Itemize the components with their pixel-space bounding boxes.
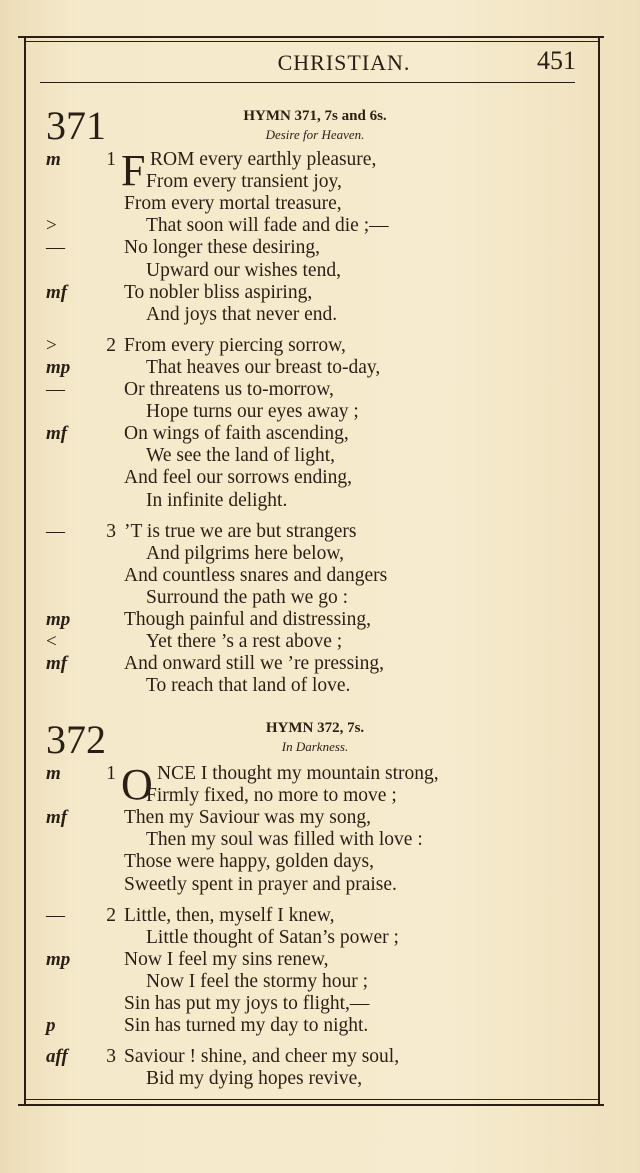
line-text: And onward still we ’re pressing, bbox=[124, 653, 384, 675]
hymn-line bbox=[0, 379, 640, 401]
dynamic-marking: < bbox=[46, 631, 57, 653]
hymn-line bbox=[0, 521, 640, 543]
hymn-line bbox=[0, 1068, 640, 1090]
hymn-line bbox=[0, 829, 640, 851]
hymn-line bbox=[0, 851, 640, 873]
hymn-line bbox=[0, 304, 640, 326]
hymn-line bbox=[0, 905, 640, 927]
line-text: Little thought of Satan’s power ; bbox=[146, 926, 399, 948]
dynamic-marking: — bbox=[46, 904, 65, 926]
hymn-line bbox=[0, 467, 640, 489]
line-text: To nobler bliss aspiring, bbox=[124, 281, 313, 303]
hymn-line bbox=[0, 171, 640, 193]
hymn-subtitle: In Darkness. bbox=[281, 739, 349, 754]
hymn-line bbox=[0, 490, 640, 512]
bottom-border-inner bbox=[26, 1099, 598, 1100]
hymn-line bbox=[0, 993, 640, 1015]
dynamic-marking: mp bbox=[46, 609, 71, 630]
line-text: Hope turns our eyes away ; bbox=[146, 401, 359, 423]
line-text: ’T is true we are but strangers bbox=[124, 520, 357, 542]
top-border-inner bbox=[26, 41, 598, 42]
drop-cap: O bbox=[121, 760, 153, 809]
line-text: Now I feel my sins renew, bbox=[124, 948, 329, 970]
line-text: That heaves our breast to-day, bbox=[146, 356, 381, 378]
hymn-line bbox=[0, 587, 640, 609]
dynamic-marking: > bbox=[46, 334, 57, 356]
hymn-line bbox=[0, 807, 640, 829]
hymn-line bbox=[0, 215, 640, 237]
line-text: Sin has turned my day to night. bbox=[124, 1015, 369, 1037]
hymn-line bbox=[0, 423, 640, 445]
hymn-line bbox=[0, 335, 640, 357]
dynamic-marking: p bbox=[46, 1015, 56, 1037]
verse-number: 1 bbox=[106, 149, 116, 170]
dynamic-marking: mf bbox=[46, 807, 68, 829]
line-text: Though painful and distressing, bbox=[124, 609, 371, 630]
dynamic-marking: mp bbox=[46, 356, 71, 378]
verse-number: 1 bbox=[106, 763, 116, 784]
hymn-number: 371 bbox=[46, 103, 106, 148]
line-text: Little, then, myself I knew, bbox=[124, 904, 335, 926]
dynamic-marking: m bbox=[46, 149, 61, 170]
hymn-line bbox=[0, 237, 640, 259]
dynamic-marking: mp bbox=[46, 948, 71, 970]
line-text: Bid my dying hopes revive, bbox=[146, 1068, 363, 1090]
page-number: 451 bbox=[537, 46, 576, 75]
dynamic-marking: — bbox=[46, 379, 65, 400]
line-text: Those were happy, golden days, bbox=[124, 851, 374, 873]
hymn-line bbox=[0, 260, 640, 282]
drop-cap: F bbox=[121, 146, 146, 195]
hymn-line bbox=[0, 675, 640, 697]
dynamic-marking: — bbox=[46, 237, 65, 259]
line-text: From every piercing sorrow, bbox=[124, 334, 346, 356]
dynamic-marking: mf bbox=[46, 423, 68, 445]
verse-number: 2 bbox=[106, 334, 116, 356]
dynamic-marking: mf bbox=[46, 653, 68, 675]
bottom-border bbox=[18, 1104, 604, 1106]
line-text: Sweetly spent in prayer and praise. bbox=[124, 873, 397, 895]
verse-number: 2 bbox=[106, 904, 116, 926]
line-text: Or threatens us to-morrow, bbox=[124, 379, 334, 400]
hymn-heading: HYMN 371, 7s and 6s. bbox=[243, 108, 387, 124]
hymn-line bbox=[0, 401, 640, 423]
line-text: And feel our sorrows ending, bbox=[124, 467, 352, 489]
dynamic-marking: mf bbox=[46, 281, 68, 303]
line-text: Firmly fixed, no more to move ; bbox=[146, 785, 397, 807]
dynamic-marking: — bbox=[46, 520, 65, 542]
dynamic-marking: aff bbox=[46, 1046, 68, 1068]
hymn-line bbox=[0, 282, 640, 304]
hymn-line bbox=[0, 874, 640, 896]
hymn-line bbox=[0, 1015, 640, 1037]
line-text: Now I feel the stormy hour ; bbox=[146, 970, 369, 992]
hymn-line bbox=[0, 1046, 640, 1068]
hymn-line bbox=[0, 971, 640, 993]
line-text: On wings of faith ascending, bbox=[124, 423, 349, 445]
line-text: NCE I thought my mountain strong, bbox=[157, 763, 439, 784]
line-text: Then my Saviour was my song, bbox=[124, 807, 371, 829]
hymn-line bbox=[0, 357, 640, 379]
dynamic-marking: m bbox=[46, 763, 61, 784]
hymn-subtitle: Desire for Heaven. bbox=[265, 127, 365, 142]
running-title: CHRISTIAN. bbox=[277, 50, 411, 75]
top-border bbox=[18, 36, 604, 38]
line-text: From every transient joy, bbox=[146, 171, 342, 193]
hymn-number: 372 bbox=[46, 717, 106, 762]
line-text: Yet there ’s a rest above ; bbox=[146, 631, 343, 653]
header-rule bbox=[40, 82, 575, 83]
line-text: Saviour ! shine, and cheer my soul, bbox=[124, 1046, 400, 1068]
hymn-line bbox=[0, 631, 640, 653]
hymn-line bbox=[0, 949, 640, 971]
verse-number: 3 bbox=[106, 1046, 116, 1068]
hymn-line bbox=[0, 927, 640, 949]
hymn-line bbox=[0, 543, 640, 565]
line-text: And pilgrims here below, bbox=[146, 542, 345, 564]
line-text: And joys that never end. bbox=[146, 303, 338, 325]
line-text: Sin has put my joys to flight,— bbox=[124, 993, 370, 1014]
hymn-line bbox=[0, 653, 640, 675]
line-text: Upward our wishes tend, bbox=[146, 259, 341, 281]
line-text: And countless snares and dangers bbox=[124, 564, 388, 586]
dynamic-marking: > bbox=[46, 215, 57, 237]
line-text: That soon will fade and die ;— bbox=[146, 215, 389, 237]
line-text: In infinite delight. bbox=[146, 489, 288, 511]
hymn-line bbox=[0, 565, 640, 587]
hymn-line bbox=[0, 609, 640, 631]
line-text: Then my soul was filled with love : bbox=[146, 829, 423, 851]
line-text: No longer these desiring, bbox=[124, 237, 321, 259]
hymn-line bbox=[0, 445, 640, 467]
hymn-line bbox=[0, 785, 640, 807]
line-text: Surround the path we go : bbox=[146, 586, 349, 608]
line-text: To reach that land of love. bbox=[146, 675, 351, 697]
line-text: We see the land of light, bbox=[146, 445, 336, 467]
verse-number: 3 bbox=[106, 520, 116, 542]
hymn-heading: HYMN 372, 7s. bbox=[265, 720, 365, 736]
line-text: From every mortal treasure, bbox=[124, 193, 342, 215]
line-text: ROM every earthly pleasure, bbox=[150, 149, 377, 170]
hymn-line bbox=[0, 193, 640, 215]
